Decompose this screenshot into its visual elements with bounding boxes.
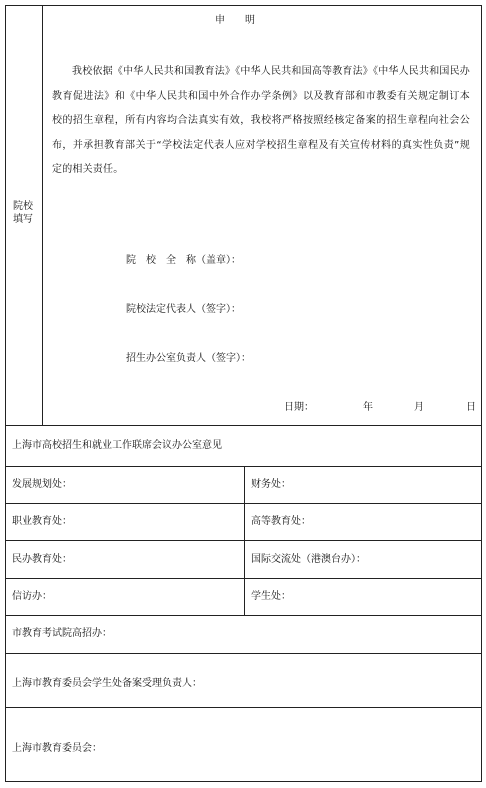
intl-exchange-field-label: 国际交流处（港澳台办）： <box>251 554 366 565</box>
student-affairs-field-label: 学生处： <box>251 591 291 602</box>
school-name-field-label: 院 校 全 称（盖章）： <box>126 255 241 266</box>
rule-row-6 <box>5 707 482 708</box>
side-label <box>8 200 38 226</box>
exam-institute-field-label: 市教育考试院高招办： <box>12 628 112 639</box>
education-commission-field-label: 上海市教育委员会： <box>12 743 102 754</box>
side-label-line1: 院校 <box>13 201 33 212</box>
filing-officer-field-label: 上海市教育委员会学生处备案受理负责人： <box>12 678 202 689</box>
two-column-divider <box>244 466 245 615</box>
side-column-divider <box>42 5 43 426</box>
day-label: 日 <box>466 402 476 413</box>
finance-field-label: 财务处： <box>251 479 291 490</box>
review-section-title: 上海市高校招生和就业工作联席会议办公室意见 <box>12 440 222 451</box>
side-label-line2: 填写 <box>13 214 33 225</box>
year-label: 年 <box>363 402 373 413</box>
declaration-body: 我校依据《中华人民共和国教育法》《中华人民共和国高等教育法》《中华人民共和国民办教育促进法》和《中华人民共和国中外合作办学条例》以及教育部和市教委有关规定制订本校的招生章程，所有内容均合法真实有效，我校将严格按照经核定备案的招生章程向社会公布，并承担教育部关于“学校法定代表人应对学校招生章程及有关宣传材料的真实性负责”规定的相关责任。 <box>52 66 470 175</box>
date-label: 日期： <box>284 402 314 413</box>
declaration-heading: 申 明 <box>215 15 255 26</box>
private-ed-field-label: 民办教育处： <box>12 554 72 565</box>
admissions-head-field-label: 招生办公室负责人（签字）： <box>126 353 251 364</box>
higher-ed-field-label: 高等教育处： <box>251 516 311 527</box>
rule-row-4 <box>5 615 482 616</box>
dev-planning-field-label: 发展规划处： <box>12 479 72 490</box>
rule-row-5 <box>5 653 482 654</box>
rule-declaration-bottom <box>5 425 482 426</box>
legal-representative-field-label: 院校法定代表人（签字）： <box>126 304 241 315</box>
vocational-field-label: 职业教育处： <box>12 516 72 527</box>
petitions-field-label: 信访办： <box>12 591 52 602</box>
month-label: 月 <box>414 402 424 413</box>
